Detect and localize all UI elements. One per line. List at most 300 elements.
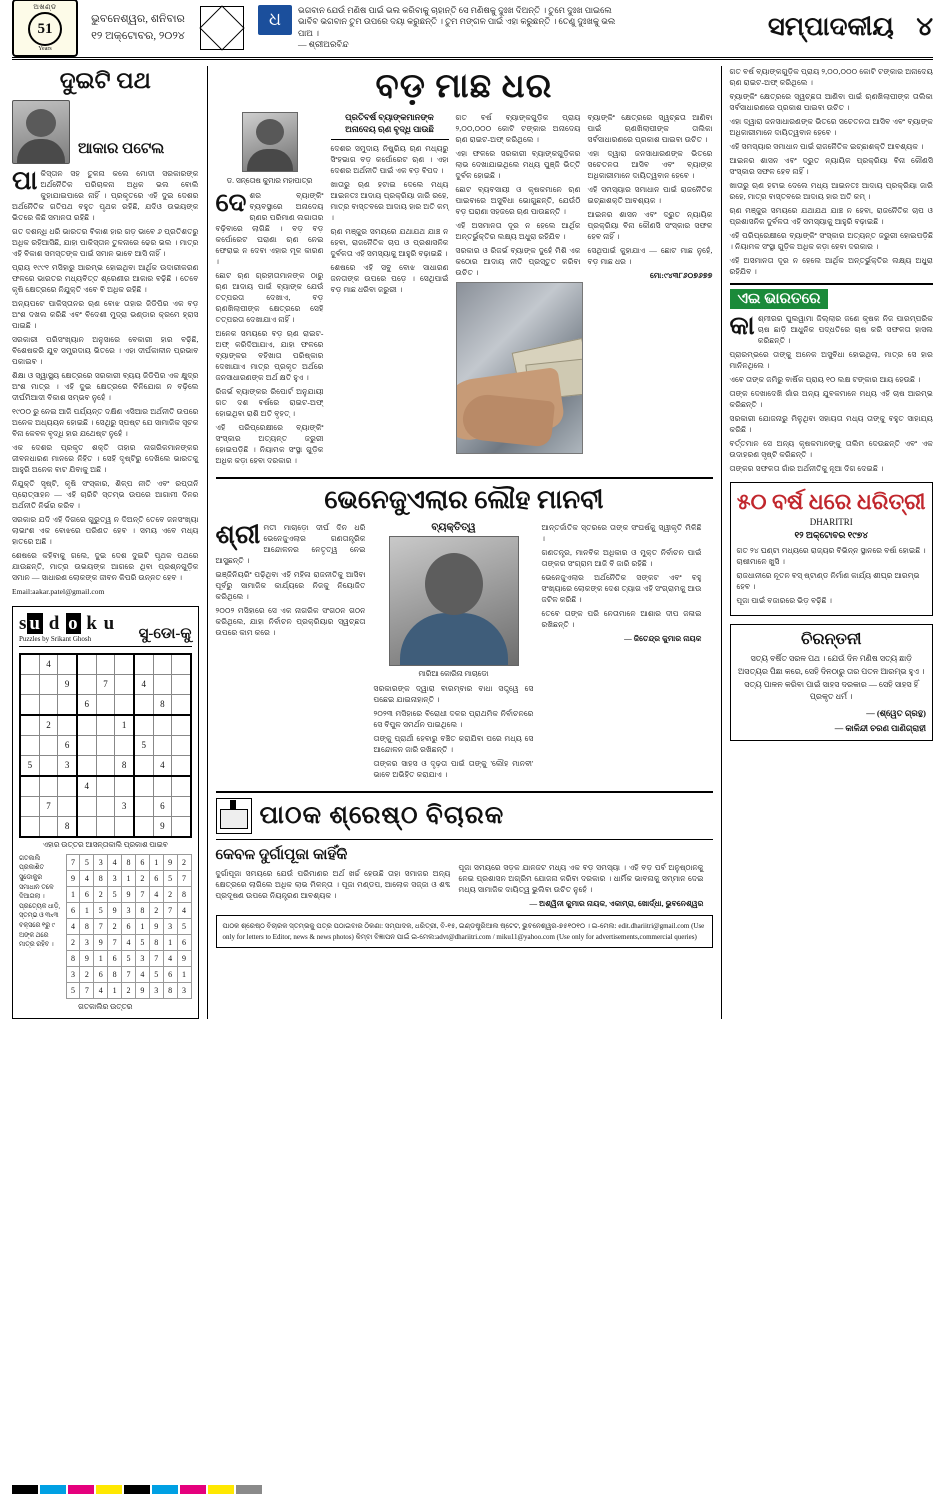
sudoku-solution-cell: 9 — [135, 982, 149, 998]
sudoku-solution-cell: 7 — [66, 854, 80, 870]
pull-quote: ପ୍ରତିବର୍ଷ ବ୍ୟାଙ୍କମାନଙ୍କ ଅନାଦେୟ ଋଣ ବୃଦ୍ଧି ପାଉଛି — [331, 112, 449, 140]
profile-portrait — [389, 536, 519, 666]
sudoku-solution-cell: 3 — [108, 870, 122, 886]
sudoku-cell[interactable] — [58, 715, 77, 736]
left-article-body — [12, 168, 199, 598]
color-swatch — [124, 1485, 150, 1494]
quote-byline: — ଶ୍ରୀଅରବିନ୍ଦ — [298, 38, 349, 49]
sudoku-cell[interactable] — [134, 694, 153, 715]
color-swatch — [152, 1485, 178, 1494]
sudoku-cell[interactable] — [96, 735, 115, 755]
sudoku-solution-cell: 8 — [94, 870, 108, 886]
sudoku-solution-cell: 2 — [80, 966, 94, 982]
sudoku-solution-cell: 5 — [80, 854, 94, 870]
sudoku-cell[interactable] — [172, 735, 191, 755]
sudoku-solution-cell: 3 — [163, 918, 177, 934]
sudoku-odia-title: ସୁ-ଡୋ-କୁ — [138, 625, 192, 642]
sudoku-logo: s u d o k u — [19, 612, 116, 634]
sudoku-solution-cell: 1 — [122, 870, 136, 886]
sudoku-solution-cell: 9 — [66, 870, 80, 886]
paragraph: ସରକାର ଯଦି ଏହି ଦିଗରେ ଗୁରୁତ୍ୱ ନ ଦିଅନ୍ତି ତେବେ ଜନସଂଖ୍ୟା ଲାଭାଂଶ ଏକ ବୋଝରେ ପରିଣତ ହେବ । ସମୟ ଏବେ ମଧ୍ୟ ହାତରେ ଅଛି । — [12, 515, 199, 546]
paragraph: ଅନ୍ୟପଟେ ପାକିସ୍ତାନର ଋଣ ବୋଝ ତାହାର ଜିଡିପିର ଏକ ବଡ଼ ଅଂଶ ଦଖଲ କରିଛି ଏବଂ ବିଦେଶୀ ମୁଦ୍ରା ଭଣ୍ଡାର କ୍ରମେ ହ୍ରାସ ପାଇଛି । — [12, 299, 199, 330]
profile-col1 — [216, 522, 366, 638]
paragraph: ଦେଶର ସମୁଦାୟ ନିଷ୍କ୍ରିୟ ଋଣ ମଧ୍ୟରୁ ସିଂହଭାଗ ବଡ଼ କର୍ପୋରେଟ ଋଣ । ଏହା ଦେଶର ଅର୍ଥନୀତି ପାଇଁ ଏକ ବଡ଼ ବିପଦ । — [330, 144, 449, 176]
edition-place: ଭୁବନେଶ୍ୱର, ଶନିବାର — [91, 13, 185, 25]
sudoku-solution-cell: 4 — [122, 934, 136, 950]
color-swatch — [96, 1485, 122, 1494]
paragraph: ସରକାରୀ ଯୋଜନାରୁ ମିଳୁଥିବା ସହାୟତା ମଧ୍ୟ ତାଙ୍କୁ ବହୁତ ସାହାଯ୍ୟ କରିଛି । — [729, 414, 933, 434]
sudoku-cell[interactable] — [77, 796, 96, 816]
paragraph: ପୂଜା ପାଇଁ ବଜାରରେ ଭିଡ଼ ବଢ଼ିଛି । — [736, 596, 833, 605]
sudoku-cell[interactable]: 9 — [153, 816, 172, 837]
sudoku-solution-cell: 6 — [66, 902, 80, 918]
sudoku-solution-cell: 2 — [108, 918, 122, 934]
print-registration-bar — [12, 1485, 933, 1494]
paragraph: ନିଯୁକ୍ତି ସୃଷ୍ଟି, କୃଷି ସଂସ୍କାର, ଶିଳ୍ପ ନୀତି ଏବଂ ରପ୍ତାନି ପ୍ରୋତ୍ସାହନ — ଏହି ଚାରିଟି ସ୍ତମ୍ଭ ଉପରେ ଆଗାମୀ ଦିନର ଅର୍ଥନୀତି ନିର୍ଭର କରିବ । — [12, 479, 199, 510]
sudoku-solution-cell: 9 — [94, 934, 108, 950]
author-email: Email:aakar.patel@gmail.com — [12, 587, 105, 596]
sudoku-cell[interactable]: 6 — [58, 735, 77, 755]
sudoku-cell[interactable] — [20, 816, 39, 837]
sudoku-cell[interactable] — [77, 755, 96, 776]
sudoku-solution-cell: 9 — [108, 902, 122, 918]
left-author-row — [12, 100, 199, 164]
profile-col2 — [374, 683, 534, 780]
paragraph: ସରକାରଙ୍କ ଦ୍ୱାରା ବାରମ୍ବାର ବାଧା ସତ୍ତ୍ୱେ ସେ ପଛେଇ ଯାଇନାହାନ୍ତି । — [373, 684, 534, 704]
sudoku-solution-cell: 3 — [135, 950, 149, 966]
sudoku-cell[interactable] — [58, 776, 77, 797]
sudoku-solution-cell: 8 — [135, 902, 149, 918]
paragraph: ଆନ୍ତର୍ଜାତିକ ସ୍ତରରେ ତାଙ୍କ ସଂଘର୍ଷକୁ ସ୍ୱୀକୃତି ମିଳିଛି । — [541, 523, 702, 543]
sudoku-solution-cell: 7 — [149, 950, 163, 966]
masthead — [12, 0, 933, 60]
sudoku-cell[interactable] — [134, 816, 153, 837]
sudoku-cell[interactable] — [134, 796, 153, 816]
sudoku-cell[interactable] — [172, 796, 191, 816]
ei-bharatare-body — [730, 313, 933, 474]
sudoku-rules: ଗତକାଲି ପ୍ରକାଶିତ ସୁଡୋକୁର ସମାଧାନ ତଳେ ଦିଆଗଲା । ପ୍ରତ୍ୟେକ ଧାଡ଼ି, ସ୍ତମ୍ଭ ଓ ୩x୩ ବକ୍ସରେ ୧ରୁ ୯ ଅଙ୍କ ଥରେ ମାତ୍ର ରହିବ । — [19, 854, 61, 949]
sudoku-solution-cell: 9 — [163, 854, 177, 870]
sudoku-cell[interactable]: 4 — [134, 674, 153, 694]
sudoku-solution-cell: 4 — [108, 854, 122, 870]
letter-body-2: ପୂଜା ସମୟରେ ସଡ଼କ ଯାନଜଟ ମଧ୍ୟ ଏକ ବଡ଼ ସମସ୍ୟା । ଏହି ବଡ଼ ପର୍ବ ଅନୁଷ୍ଠାନକୁ ନେଇ ପ୍ରଶାସନ ଅଗ୍ରିମ ଯୋଜନା କରିବା ଦରକାର । ଧାର୍ମିକ ଭାବନାକୁ ସମ୍ମାନ ଦେଇ ମଧ୍ୟ ସାମାଜିକ ଦାୟିତ୍ୱ ଭୁଲିବା ଉଚିତ ନୁହେଁ । — [458, 863, 704, 894]
anniversary-ad[interactable] — [730, 482, 933, 616]
sudoku-cell[interactable]: 3 — [115, 796, 134, 816]
sudoku-cell[interactable] — [134, 776, 153, 797]
sudoku-cell[interactable] — [172, 715, 191, 736]
paragraph: ଋଣ ମଞ୍ଜୁର ସମୟରେ ଯଥାଯଥ ଯାଞ୍ଚ ନ ହେବା, ରାଜନୈତିକ ଚାପ ଓ ପ୍ରଶାସନିକ ଦୁର୍ବଳତା ଏହି ସମସ୍ୟାକୁ ଆହୁରି ବଢ଼ାଇଛି । — [729, 206, 933, 226]
sudoku-solution-cell: 7 — [80, 982, 94, 998]
sudoku-cell[interactable] — [39, 694, 58, 715]
sudoku-cell[interactable] — [96, 776, 115, 797]
sudoku-cell[interactable] — [172, 674, 191, 694]
sudoku-cell[interactable] — [39, 776, 58, 797]
sudoku-cell[interactable] — [115, 735, 134, 755]
sudoku-solution-cell: 3 — [122, 902, 136, 918]
logo-top-text: ଅଖଣ୍ଡ — [33, 3, 57, 11]
sudoku-solution-cell: 4 — [66, 918, 80, 934]
paragraph: ଇଞ୍ଜିନିୟରିଂ ପଢ଼ିଥିବା ଏହି ମହିଳା ରାଜନୀତିକୁ ଆସିବା ପୂର୍ବରୁ ସାମାଜିକ କାର୍ଯ୍ୟରେ ନିଜକୁ ନିୟୋଜିତ କରିଥିଲେ । — [215, 570, 366, 601]
sudoku-cell[interactable] — [77, 735, 96, 755]
sudoku-cell[interactable] — [20, 654, 39, 675]
sudoku-cell[interactable]: 7 — [39, 796, 58, 816]
paragraph: ଗତ ବର୍ଷ ବ୍ୟାଙ୍କଗୁଡ଼ିକ ପ୍ରାୟ ୨,୦୦,୦୦୦ କୋଟି ଟଙ୍କାର ଅନାଦେୟ ଋଣ ରାଇଟ-ଅଫ୍ କରିଥିଲେ । — [729, 67, 933, 87]
sudoku-cell[interactable] — [96, 694, 115, 715]
sudoku-cell[interactable] — [20, 674, 39, 694]
center-col4 — [588, 112, 713, 281]
sudoku-solution-cell: 5 — [135, 934, 149, 950]
color-swatch — [12, 1485, 38, 1494]
paragraph: ସେଥିପାଇଁ କୁହାଯାଏ — ଛୋଟ ମାଛ ନୁହେଁ, ବଡ଼ ମାଛ ଧର । — [587, 246, 713, 266]
readers-section-header — [216, 791, 713, 840]
logo-years: Years — [38, 46, 52, 52]
sudoku-cell[interactable] — [58, 694, 77, 715]
edition-date: ୧୨ ଅକ୍ଟୋବର, ୨୦୨୪ — [91, 29, 185, 42]
paragraph: ଏହା ଦ୍ୱାରା ଜନସାଧାରଣଙ୍କ ଭିତରେ ସଚେତନତା ଆସିବ ଏବଂ ବ୍ୟାଙ୍କ ଅଧିକାରୀମାନେ ଦାୟିତ୍ୱବାନ ହେବେ । — [729, 117, 933, 137]
paragraph: ୧୯୦୦ ରୁ ନେଇ ଆଜି ପର୍ଯ୍ୟନ୍ତ ଦକ୍ଷିଣ ଏସିଆର ଅର୍ଥନୀତି ଉପରେ ଅନେକ ଅଧ୍ୟୟନ ହୋଇଛି । ସେଥିରୁ ସ୍ପଷ୍ଟ ଯେ ସାମାଜିକ ସୂଚକ ବିନା କେବଳ ବୃଦ୍ଧି ହାର ଯଥେଷ୍ଟ ନୁହେଁ । — [12, 407, 199, 438]
sudoku-solution-cell: 4 — [177, 902, 191, 918]
paragraph: ସରକାର ଓ ରିଜର୍ଭ ବ୍ୟାଙ୍କ ଦୁହେଁ ମିଶି ଏକ କଠୋର ଆଦାୟ ନୀତି ପ୍ରସ୍ତୁତ କରିବା ଉଚିତ । — [455, 246, 581, 277]
paragraph: ଅନେକ ସମୟରେ ବଡ଼ ଋଣ ରାଇଟ-ଅଫ୍ କରିଦିଆଯାଏ, ଯାହା ଫଳରେ ବ୍ୟାଙ୍କର ବହିଖାତା ପରିଷ୍କାର ଦେଖାଯାଏ ମାତ୍ର ପ୍ରକୃତ ଅର୍ଥରେ ଜନସାଧାରଣଙ୍କ ଅର୍ଥ କ୍ଷତି ହୁଏ । — [215, 329, 324, 382]
sudoku-cell[interactable] — [115, 776, 134, 797]
sudoku-cell[interactable] — [134, 654, 153, 675]
sudoku-solution-cell: 9 — [122, 886, 136, 902]
sudoku-cell[interactable] — [77, 715, 96, 736]
sudoku-solution-cell: 4 — [163, 950, 177, 966]
sudoku-cell[interactable] — [153, 654, 172, 675]
quote-block — [258, 5, 754, 51]
sudoku-solution-cell: 8 — [108, 966, 122, 982]
center-col1 — [216, 190, 324, 466]
letter-signature: — ଅଶ୍ୱିନୀ କୁମାର ନାୟକ, ଏକାମ୍ରା, ଖୋର୍ଦ୍ଧା, ଭୁବନେଶ୍ୱର — [529, 899, 704, 908]
sudoku-solution-cell: 2 — [66, 934, 80, 950]
sudoku-cell[interactable]: 2 — [39, 715, 58, 736]
readers-section-title: ପାଠକ ଶ୍ରେଷ୍ଠ ବିଚାରକ — [259, 802, 505, 829]
columnist-name: ଡ. ସନ୍ତୋଷ କୁମାର ମହାପାତ୍ର — [226, 176, 313, 185]
sudoku-cell[interactable] — [172, 816, 191, 837]
sudoku-note: ଏହାର ଉତ୍ତର ଆସନ୍ତାକାଲି ପ୍ରକାଶ ପାଇବ — [42, 839, 168, 849]
paragraph: ଏହି ପରିପ୍ରେକ୍ଷୀରେ ବ୍ୟାଙ୍କିଂ ସଂସ୍କାର ଅତ୍ୟନ୍ତ ଜରୁରୀ ହୋଇପଡ଼ିଛି । ନିୟାମକ ସଂସ୍ଥା ଗୁଡ଼ିକ ଅଧିକ କଡ଼ା ହେବା ଦରକାର । — [729, 231, 933, 251]
page-title — [754, 12, 933, 43]
sudoku-cell[interactable] — [96, 654, 115, 675]
paragraph: ୨୦୦୨ ମସିହାରେ ସେ ଏକ ନାଗରିକ ସଂଗଠନ ଗଠନ କରିଥିଲେ, ଯାହା ନିର୍ବାଚନ ପ୍ରକ୍ରିୟାର ସ୍ୱଚ୍ଛତା ଉପରେ କାମ କରେ । — [215, 606, 366, 637]
sudoku-cell[interactable]: 7 — [96, 674, 115, 694]
sudoku-solution-cell: 4 — [94, 982, 108, 998]
sudoku-solution-cell: 2 — [149, 902, 163, 918]
sudoku-solution-cell: 6 — [177, 934, 191, 950]
center-headline: ବଡ଼ ମାଛ ଧର — [375, 68, 553, 105]
sudoku-cell[interactable] — [20, 694, 39, 715]
sudoku-cell[interactable] — [77, 654, 96, 675]
profile-headline: ଭେନେଜୁଏଲାର ଲୌହ ମାନବୀ — [216, 477, 713, 516]
sudoku-solution-cell: 8 — [149, 934, 163, 950]
paragraph: ଗତ ଦଶନ୍ଧି ଧରି ଭାରତର ବିକାଶ ହାର ଗଡ଼ ଭାବେ ୬ ପ୍ରତିଶତରୁ ଅଧିକ ରହିଆସିଛି, ଯାହା ପାକିସ୍ତାନ ତୁଳନାରେ ଢେର ଭଲ । ମାତ୍ର ଏହି ବିକାଶ ସମସ୍ତଙ୍କ ପାଇଁ ସମାନ ଭାବେ ଆସି ନାହିଁ । — [12, 227, 199, 258]
paragraph: ପ୍ରାରମ୍ଭରେ ତାଙ୍କୁ ଅନେକ ଅସୁବିଧା ହୋଇଥିଲା, ମାତ୍ର ସେ ହାର ମାନିନଥିଲେ । — [729, 350, 933, 370]
sudoku-solution-cell: 6 — [163, 966, 177, 982]
paragraph: ଦେଶର ବ୍ୟାଙ୍କିଂ ବ୍ୟବସ୍ଥାରେ ଅନାଦେୟ ଋଣର ପରିମାଣ ଲଗାତାର ବଢ଼ିବାରେ ଲାଗିଛି । ବଡ଼ ବଡ଼ କର୍ପୋରେଟ ଘରାଣା ଋଣ ନେଇ ଫେରାଇ ନ ଦେବା ଏହାର ମୂଳ କାରଣ । — [215, 188, 324, 266]
sudoku-cell[interactable]: 9 — [58, 674, 77, 694]
sudoku-cell[interactable] — [115, 816, 134, 837]
sudoku-solution-cell: 4 — [80, 870, 94, 886]
sudoku-solution-cell: 5 — [163, 870, 177, 886]
sudoku-solution-cell: 3 — [94, 854, 108, 870]
ad-body — [737, 545, 926, 606]
paragraph: ପ୍ରାୟ ୧୯୯୧ ମସିହାରୁ ଆରମ୍ଭ ହୋଇଥିବା ଆର୍ଥିକ ଉଦାରୀକରଣ ଫଳରେ ଭାରତର ମଧ୍ୟବିତ୍ତ ଶ୍ରେଣୀର ଆକାର ବଢ଼ିଛି । ତେବେ କୃଷି କ୍ଷେତ୍ରରେ ନିଯୁକ୍ତି ଏବେ ବି ଅଧିକ ରହିଛି । — [12, 263, 199, 294]
columnist-photo — [242, 112, 298, 172]
sudoku-solution-cell: 5 — [177, 918, 191, 934]
paragraph: ସରକାରୀ ପରିସଂଖ୍ୟାନ ଅନୁସାରେ ବେକାରୀ ହାର ବଢ଼ିଛି, ବିଶେଷକରି ଯୁବ ସମ୍ପ୍ରଦାୟ ଭିତରେ । ଏହା ଦୀର୍ଘକାଳୀନ ପ୍ରଭାବ ପକାଇବ । — [12, 335, 199, 366]
author-name: ଆକାର ପଟେଲ — [78, 141, 165, 157]
ad-title: ୫୦ ବର୍ଷ ଧରେ ଧରିତ୍ରୀ — [736, 489, 926, 514]
sudoku-cell[interactable] — [58, 654, 77, 675]
sudoku-solution-cell: 9 — [149, 918, 163, 934]
sudoku-cell[interactable] — [153, 776, 172, 797]
paragraph: ତାଙ୍କ ଦେଖାଦେଖି ଗାଁର ଅନ୍ୟ ଯୁବକମାନେ ମଧ୍ୟ ଏହି ଚାଷ ଆରମ୍ଭ କରିଛନ୍ତି । — [729, 389, 933, 409]
star-emblem-icon — [200, 6, 244, 50]
sudoku-cell[interactable] — [20, 715, 39, 736]
center-col3 — [456, 112, 581, 278]
chirantani-author: — କାଳିନ୍ଦୀ ଚରଣ ପାଣିଗ୍ରାହୀ — [834, 723, 926, 734]
contact-line: ମୋ:୯୪୩୮୬୦୭୬୭୭ — [650, 271, 713, 280]
paragraph: ଭେନେଜୁଏଲାର ଅର୍ଥନୈତିକ ସଙ୍କଟ ଏବଂ ବହୁ ସଂଖ୍ୟାରେ ଲୋକଙ୍କ ଦେଶ ତ୍ୟାଗ ଏହି ସଂଗ୍ରାମକୁ ଆଉ ଜଟିଳ କରିଛି । — [541, 573, 702, 604]
sudoku-cell[interactable] — [96, 715, 115, 736]
sudoku-cell[interactable]: 8 — [58, 816, 77, 837]
sudoku-solution-cell: 1 — [94, 950, 108, 966]
sudoku-solution-cell: 8 — [66, 950, 80, 966]
section-name: ସମ୍ପାଦକୀୟ — [767, 12, 894, 41]
paragraph: ପାକିସ୍ତାନ ସହ ତୁଳନା କଲେ ମୋଦୀ ସରକାରଙ୍କ ଅର୍ଥନୈତିକ ପରିଚାଳନା ଅଧିକ ଭଲ ବୋଲି କୁହାଯାଇପାରେ ନାହିଁ । ପ୍ରକୃତରେ ଏହି ଦୁଇ ଦେଶର ଅର୍ଥନୈତିକ ଗତିପଥ ବହୁତ ପୃଥକ ରହିଛି, ଯଦିଓ ଉଭୟଙ୍କ ଭିତରେ କିଛି ସମାନତା ରହିଛି । — [12, 166, 199, 222]
sudoku-solution-cell: 2 — [163, 886, 177, 902]
hand-shape-left — [460, 392, 554, 447]
sudoku-cell[interactable]: 8 — [153, 694, 172, 715]
right-continuation — [730, 66, 933, 277]
sudoku-solution-cell: 6 — [149, 870, 163, 886]
sudoku-cell[interactable] — [20, 776, 39, 797]
paragraph: ବର୍ତ୍ତମାନ ସେ ଅନ୍ୟ କୃଷକମାନଙ୍କୁ ତାଲିମ ଦେଉଛନ୍ତି ଏବଂ ଏକ ଉଦାହରଣ ସୃଷ୍ଟି କରିଛନ୍ତି । — [729, 439, 933, 459]
paragraph: ଆଇନର ଶାସନ ଏବଂ ଦ୍ରୁତ ନ୍ୟାୟିକ ପ୍ରକ୍ରିୟା ବିନା କୌଣସି ସଂସ୍କାର ସଫଳ ହେବ ନାହିଁ । — [729, 156, 933, 176]
page-columns — [12, 66, 933, 1019]
paragraph: କାଶ୍ମୀରର ପୁଲୱାମା ଜିଲ୍ଲାର ଜଣେ କୃଷକ ନିଜ ପାରମ୍ପରିକ ଚାଷ ଛାଡ଼ି ଆଧୁନିକ ପଦ୍ଧତିରେ ଚାଷ କରି ସଫଳତା ହାସଲ କରିଛନ୍ତି । — [729, 311, 933, 345]
sudoku-solution-cell: 7 — [135, 886, 149, 902]
sudoku-solution-cell: 1 — [80, 902, 94, 918]
quote-text: ଭଗବାନ ଯେଉଁ ମଣିଷ ପାଇଁ ଭଲ କରିବାକୁ ଚାହାନ୍ତି ସେ ମଣିଷକୁ ଦୁଃଖ ଦିଅନ୍ତି । ତୁମେ ଦୁଃଖ ପାଇଲେ ଭାବିବ ଭଗବାନ ତୁମ ଉପରେ ଦୟା କରୁଛନ୍ତି । ତୁମ ମଙ୍ଗଳ ପାଇଁ ଏହା କରୁଛନ୍ତି । ତେଣୁ ଦୁଃଖକୁ ଭଲ ପାଅ । — [298, 4, 616, 38]
sudoku-solution-cell: 5 — [122, 950, 136, 966]
sudoku-grid[interactable] — [19, 653, 192, 838]
paragraph: ଆଇନର ଶାସନ ଏବଂ ଦ୍ରୁତ ନ୍ୟାୟିକ ପ୍ରକ୍ରିୟା ବିନା କୌଣସି ସଂସ୍କାର ସଫଳ ହେବ ନାହିଁ । — [587, 210, 713, 241]
color-swatch — [180, 1485, 206, 1494]
sudoku-solution-cell: 1 — [135, 918, 149, 934]
sudoku-cell[interactable] — [172, 776, 191, 797]
paragraph: ଏହା ଦ୍ୱାରା ଜନସାଧାରଣଙ୍କ ଭିତରେ ସଚେତନତା ଆସିବ ଏବଂ ବ୍ୟାଙ୍କ ଅଧିକାରୀମାନେ ଦାୟିତ୍ୱବାନ ହେବେ । — [587, 149, 713, 180]
sudoku-solution-cell: 1 — [163, 934, 177, 950]
sudoku-cell[interactable]: 4 — [153, 755, 172, 776]
sudoku-cell[interactable]: 4 — [39, 654, 58, 675]
paragraph: ଛୋଟ ଋଣ ଗ୍ରହୀତାମାନଙ୍କ ଠାରୁ ଋଣ ଆଦାୟ ପାଇଁ ବ୍ୟାଙ୍କ ଯେଉଁ ତତ୍ପରତା ଦେଖାଏ, ବଡ଼ ଋଣଖିଲାପୀଙ୍କ କ୍ଷେତ୍ରରେ ସେହି ତତ୍ପରତା ଦେଖାଯାଏ ନାହିଁ । — [215, 271, 324, 324]
sudoku-solution-cell: 6 — [108, 950, 122, 966]
sudoku-solution-cell: 6 — [135, 854, 149, 870]
paragraph: ଏକ ଦେଶର ପ୍ରକୃତ ଶକ୍ତି ତାହାର ନାଗରିକମାନଙ୍କର ଜୀବନଧାରଣ ମାନରେ ନିହିତ । ସେହି ଦୃଷ୍ଟିରୁ ଦେଖିଲେ ଭାରତକୁ ଆହୁରି ଅନେକ ବାଟ ଯିବାକୁ ଅଛି । — [12, 443, 199, 474]
sudoku-solution-cell: 1 — [108, 982, 122, 998]
paragraph: ତାଙ୍କର ସାହସ ଓ ଦୃଢ଼ତା ପାଇଁ ତାଙ୍କୁ 'ଲୌହ ମାନବୀ' ଭାବେ ଅଭିହିତ କରାଯାଏ । — [373, 759, 534, 779]
sudoku-solution-cell: 3 — [177, 982, 191, 998]
sudoku-cell[interactable] — [39, 816, 58, 837]
left-headline: ଦୁଇଟି ପଥ — [59, 68, 151, 93]
color-swatch — [40, 1485, 66, 1494]
paragraph: ବ୍ୟାଙ୍କିଂ କ୍ଷେତ୍ରରେ ସ୍ୱଚ୍ଛତା ଆଣିବା ପାଇଁ ଋଣଖିଲାପୀଙ୍କ ତାଲିକା ସର୍ବସାଧାରଣରେ ପ୍ରକାଶ ପାଇବା ଉଚିତ । — [587, 113, 713, 144]
ei-bharatare-badge: ଏଇ ଭାରତରେ — [730, 289, 829, 309]
sudoku-cell[interactable] — [39, 674, 58, 694]
sudoku-solution-cell: 3 — [80, 934, 94, 950]
sudoku-cell[interactable] — [115, 674, 134, 694]
sudoku-cell[interactable]: 6 — [77, 694, 96, 715]
sudoku-credit: Puzzles by Srikant Ghosh — [19, 634, 92, 643]
sudoku-solution-cell: 3 — [66, 966, 80, 982]
sudoku-cell[interactable] — [172, 654, 191, 675]
sudoku-cell[interactable] — [134, 755, 153, 776]
sudoku-cell[interactable]: 6 — [153, 796, 172, 816]
sudoku-cell[interactable] — [58, 796, 77, 816]
paragraph: ଶେଷରେ କହିବାକୁ ଗଲେ, ଦୁଇ ଦେଶ ଦୁଇଟି ପୃଥକ ପଥରେ ଯାଉଛନ୍ତି, ମାତ୍ର ଉଭୟଙ୍କ ଆଗରେ ଥିବା ପ୍ରଶ୍ନଗୁଡ଼ିକ ସମାନ — ସାଧାରଣ ଲୋକଙ୍କ ଜୀବନ କିପରି ଉନ୍ନତ ହେବ । — [12, 551, 199, 582]
paragraph: ଶିକ୍ଷା ଓ ସ୍ୱାସ୍ଥ୍ୟ କ୍ଷେତ୍ରରେ ସରକାରୀ ବ୍ୟୟ ଜିଡିପିର ଏକ କ୍ଷୁଦ୍ର ଅଂଶ ମାତ୍ର । ଏହି ଦୁଇ କ୍ଷେତ୍ରରେ ବିନିଯୋଗ ନ ବଢ଼ିଲେ ଦୀର୍ଘମିଆଦୀ ବିକାଶ ସମ୍ଭବ ନୁହେଁ । — [12, 371, 199, 402]
sudoku-cell[interactable]: 4 — [77, 776, 96, 797]
paragraph: ଏହି ଅସମାନତା ଦୂର ନ ହେଲେ ଆର୍ଥିକ ଅନ୍ତର୍ଭୁକ୍ତିର ଲକ୍ଷ୍ୟ ଅଧୁରା ରହିଯିବ । — [455, 221, 581, 241]
paragraph: ରାଜଧାନୀରେ ନୂତନ ବସ୍ ଷ୍ଟାଣ୍ଡ ନିର୍ମାଣ କାର୍ଯ୍ୟ ଶୀଘ୍ର ଆରମ୍ଭ ହେବ । — [736, 571, 920, 591]
sudoku-solution-cell: 7 — [108, 934, 122, 950]
sudoku-solution-cell: 4 — [135, 966, 149, 982]
divider — [730, 283, 933, 285]
paragraph: ଏବେ ତାଙ୍କ ଜମିରୁ ବାର୍ଷିକ ପ୍ରାୟ ୧୦ ଲକ୍ଷ ଟଙ୍କାର ଆୟ ହେଉଛି । — [729, 375, 921, 384]
color-swatch — [208, 1485, 234, 1494]
sudoku-solution-cell: 1 — [66, 886, 80, 902]
sudoku-solution-cell: 5 — [149, 966, 163, 982]
profile-caption: ମାରିଆ କୋରିନା ମାଚାଡୋ — [418, 669, 489, 678]
edition-info — [84, 11, 192, 44]
paragraph: ୨୦୨୩ ମସିହାରେ ବିରୋଧୀ ଦଳର ପ୍ରାଥମିକ ନିର୍ବାଚନରେ ସେ ବିପୁଳ ସମର୍ଥନ ପାଇଥିଲେ । — [373, 709, 534, 729]
sudoku-widget — [12, 606, 199, 1019]
paragraph: ଗତ ବର୍ଷ ବ୍ୟାଙ୍କଗୁଡ଼ିକ ପ୍ରାୟ ୨,୦୦,୦୦୦ କୋଟି ଟଙ୍କାର ଅନାଦେୟ ଋଣ ରାଇଟ-ଅଫ୍ କରିଥିଲେ । — [455, 113, 581, 144]
author-photo — [12, 100, 70, 164]
profile-badge: ବ୍ୟକ୍ତିତ୍ୱ — [431, 522, 476, 533]
sudoku-solution-cell: 1 — [177, 966, 191, 982]
sudoku-solution-cell: 2 — [94, 886, 108, 902]
sudoku-cell[interactable] — [96, 796, 115, 816]
sudoku-cell[interactable] — [134, 715, 153, 736]
paragraph: ଏହି ପରିପ୍ରେକ୍ଷୀରେ ବ୍ୟାଙ୍କିଂ ସଂସ୍କାର ଅତ୍ୟନ୍ତ ଜରୁରୀ ହୋଇପଡ଼ିଛି । ନିୟାମକ ସଂସ୍ଥା ଗୁଡ଼ିକ ଅଧିକ କଡ଼ା ହେବା ଦରକାର । — [215, 423, 324, 465]
paragraph: ବ୍ୟାଙ୍କିଂ କ୍ଷେତ୍ରରେ ସ୍ୱଚ୍ଛତା ଆଣିବା ପାଇଁ ଋଣଖିଲାପୀଙ୍କ ତାଲିକା ସର୍ବସାଧାରଣରେ ପ୍ରକାଶ ପାଇବା ଉଚିତ । — [729, 92, 933, 112]
sudoku-solution-block — [19, 854, 192, 999]
ad-subtitle: DHARITRI — [809, 517, 853, 527]
paragraph: ତାଙ୍କୁ ପ୍ରାର୍ଥୀ ହେବାରୁ ବଞ୍ଚିତ କରାଯିବା ପରେ ମଧ୍ୟ ସେ ଆନ୍ଦୋଳନ ଜାରି ରଖିଛନ୍ତି । — [373, 734, 534, 754]
chirantani-source: — (ଶ୍ୱେତ ଗ୍ରନ୍ଥ) — [866, 708, 926, 719]
sudoku-cell[interactable] — [153, 735, 172, 755]
sudoku-solution-cell: 5 — [94, 902, 108, 918]
sudoku-cell[interactable]: 5 — [20, 755, 39, 776]
sudoku-cell[interactable] — [153, 715, 172, 736]
paragraph: ଖାତାରୁ ଋଣ ହଟାଇ ଦେଲେ ମଧ୍ୟ ଆଇନତଃ ଆଦାୟ ପ୍ରକ୍ରିୟା ଜାରି ରହେ, ମାତ୍ର ବାସ୍ତବରେ ଆଦାୟ ହାର ଅତି କମ୍ । — [729, 181, 933, 201]
sudoku-solution-cell: 3 — [149, 982, 163, 998]
paragraph: ଶ୍ରୀମତୀ ମାଚାଡ଼ୋ ଦୀର୍ଘ ଦିନ ଧରି ଭେନେଜୁଏଲାର ଗଣତାନ୍ତ୍ରିକ ଆନ୍ଦୋଳନର ନେତୃତ୍ୱ ନେଇ ଆସୁଛନ୍ତି । — [215, 520, 366, 565]
paragraph: ଏହି ଅସମାନତା ଦୂର ନ ହେଲେ ଆର୍ଥିକ ଅନ୍ତର୍ଭୁକ୍ତିର ଲକ୍ଷ୍ୟ ଅଧୁରା ରହିଯିବ । — [729, 256, 933, 276]
chirantani-box — [730, 624, 933, 741]
sudoku-solution-cell: 7 — [94, 918, 108, 934]
sudoku-solution-cell: 8 — [80, 918, 94, 934]
ad-date: ୧୨ ଅକ୍ଟୋବର ୧୯୭୪ — [794, 530, 869, 540]
letter-title: କେବଳ ଦୁର୍ଗାପୂଜା କାହିଁକି — [215, 847, 348, 863]
sudoku-cell[interactable]: 8 — [115, 755, 134, 776]
sudoku-solution-cell: 7 — [177, 870, 191, 886]
sudoku-solution-cell: 9 — [80, 950, 94, 966]
profile-col3 — [542, 522, 702, 644]
paragraph: ଶେଷରେ ଏହି ସବୁ ବୋଝ ସାଧାରଣ ଜନତାଙ୍କ ଉପରେ ପଡ଼େ । ସେଥିପାଇଁ ବଡ଼ ମାଛ ଧରିବା ଜରୁରୀ । — [330, 263, 449, 295]
sudoku-cell[interactable]: 3 — [58, 755, 77, 776]
sudoku-cell[interactable]: 5 — [134, 735, 153, 755]
sudoku-solution-cell: 8 — [177, 886, 191, 902]
sudoku-cell[interactable] — [39, 735, 58, 755]
sudoku-solution-cell: 6 — [122, 918, 136, 934]
sudoku-cell[interactable] — [115, 654, 134, 675]
readers-footer-note: ପାଠକ ଶ୍ରେଷ୍ଠ ବିଚାରକ ସ୍ତମ୍ଭକୁ ପତ୍ର ପଠାଇବାର ଠିକଣା: ସମ୍ପାଦକ, ଧରିତ୍ରୀ, ବି-୧୫, ଇଣ୍ଡଷ୍ଟ୍ରିଆଲ ଷ୍ଟେଟ, ଭୁବନେଶ୍ୱର-୭୫୧୦୧୦ । ଇ-ମେଲ: edit.dhariitri@gmail.com (Use only for letters to Editor, news & news photos) କିମ୍ବା ବିଜ୍ଞାପନ ପାଇଁ ଇ-ମେଲ:advt@dhariitri.com / miku11@yahoo.com (Use only for advertisements,commercial queries) — [216, 915, 713, 948]
sudoku-solution-cell: 2 — [122, 982, 136, 998]
sudoku-header — [19, 613, 192, 647]
sudoku-solution-cell: 6 — [94, 966, 108, 982]
money-exchange-photo — [456, 282, 583, 454]
paragraph: ଗତ ୨୪ ଘଣ୍ଟା ମଧ୍ୟରେ ରାଜ୍ୟର ବିଭିନ୍ନ ସ୍ଥାନରେ ବର୍ଷା ହୋଇଛି । ଚାଷୀମାନେ ଖୁସି । — [736, 546, 926, 566]
dharitri-logo-icon: ଧ — [258, 5, 292, 35]
color-swatch — [68, 1485, 94, 1494]
sudoku-cell[interactable]: 1 — [115, 715, 134, 736]
sudoku-solution-cell: 5 — [66, 982, 80, 998]
paragraph: ଖାତାରୁ ଋଣ ହଟାଇ ଦେଲେ ମଧ୍ୟ ଆଇନତଃ ଆଦାୟ ପ୍ରକ୍ରିୟା ଜାରି ରହେ, ମାତ୍ର ବାସ୍ତବରେ ଆଦାୟ ହାର ଅତି କମ୍ । — [330, 180, 449, 223]
sudoku-solution-cell: 2 — [135, 870, 149, 886]
paragraph: ଏହି ସମସ୍ୟାର ସମାଧାନ ପାଇଁ ରାଜନୈତିକ ଇଚ୍ଛାଶକ୍ତି ଆବଶ୍ୟକ । — [729, 142, 924, 151]
paragraph: ଏହି ସମସ୍ୟାର ସମାଧାନ ପାଇଁ ରାଜନୈତିକ ଇଚ୍ଛାଶକ୍ତି ଆବଶ୍ୟକ । — [587, 185, 713, 205]
paragraph: ଛୋଟ ବ୍ୟବସାୟୀ ଓ କୃଷକମାନେ ଋଣ ପାଇବାରେ ଅସୁବିଧା ଭୋଗୁଛନ୍ତି, ଯେଉଁଠି ବଡ଼ ଘରାଣା ସହଜରେ ଋଣ ପାଉଛନ୍ତି । — [455, 185, 581, 216]
sudoku-cell[interactable] — [172, 694, 191, 715]
sudoku-solution-cell: 9 — [177, 950, 191, 966]
star-emblem-label — [220, 27, 224, 29]
sudoku-cell[interactable] — [20, 796, 39, 816]
sudoku-cell[interactable] — [153, 674, 172, 694]
paragraph: ଏହା ଫଳରେ ସରକାରୀ ବ୍ୟାଙ୍କଗୁଡ଼ିକର ଲାଭ ଦେଖାଯାଇଥିଲେ ମଧ୍ୟ ପୁଞ୍ଜି ଭିତ୍ତି ଦୁର୍ବଳ ହୋଇଛି । — [455, 149, 581, 180]
sudoku-cell[interactable] — [39, 755, 58, 776]
sudoku-cell[interactable] — [77, 674, 96, 694]
sudoku-cell[interactable] — [96, 816, 115, 837]
profile-signoff: — ଜିତେନ୍ଦ୍ର କୁମାର ନାୟକ — [624, 634, 702, 643]
sudoku-cell[interactable] — [20, 735, 39, 755]
sudoku-cell[interactable] — [115, 694, 134, 715]
sudoku-cell[interactable] — [172, 755, 191, 776]
left-column — [12, 66, 208, 1019]
logo-number: 51 — [28, 12, 62, 46]
sudoku-cell[interactable] — [77, 816, 96, 837]
paragraph: ଗଣତନ୍ତ୍ର, ମାନବିକ ଅଧିକାର ଓ ମୁକ୍ତ ନିର୍ବାଚନ ପାଇଁ ତାଙ୍କର ସଂଗ୍ରାମ ଆଜି ବି ଜାରି ରହିଛି । — [541, 548, 702, 568]
sudoku-cell[interactable] — [96, 755, 115, 776]
letter-body: ଦୁର୍ଗାପୂଜା ସମୟରେ ଯେଉଁ ପରିମାଣର ଅର୍ଥ ଖର୍ଚ୍ଚ ହେଉଛି ତାହା ସମାଜର ଅନ୍ୟ କ୍ଷେତ୍ରରେ ଲାଗିଲେ ଅଧିକ ଲାଭ ମିଳନ୍ତା । ପୂଜା ମଣ୍ଡପ, ଆଲୋକ ସଜ୍ଜା ଓ ଶବ୍ଦ ପ୍ରଦୂଷଣ ଉପରେ ନିୟନ୍ତ୍ରଣ ଆବଶ୍ୟକ । — [215, 869, 451, 900]
chirantani-title: ଚିରନ୍ତନୀ — [801, 631, 862, 648]
sudoku-solution-grid — [66, 854, 192, 999]
paragraph: ଋଣ ମଞ୍ଜୁର ସମୟରେ ଯଥାଯଥ ଯାଞ୍ଚ ନ ହେବା, ରାଜନୈତିକ ଚାପ ଓ ପ୍ରଶାସନିକ ଦୁର୍ବଳତା ଏହି ସମସ୍ୟାକୁ ଆହୁରି ବଢ଼ାଇଛି । — [330, 227, 449, 259]
paragraph: ତେବେ ତାଙ୍କ ପରି ନେତାମାନେ ଆଶାର ଦୀପ ଜଳାଇ ରଖିଛନ୍ତି । — [541, 609, 702, 629]
sudoku-solution-cell: 5 — [108, 886, 122, 902]
sudoku-solution-cell: 6 — [80, 886, 94, 902]
paragraph: ରିଜର୍ଭ ବ୍ୟାଙ୍କର ରିପୋର୍ଟ ଅନୁଯାୟୀ ଗତ ଦଶ ବର୍ଷରେ ରାଇଟ-ଅଫ୍ ହୋଇଥିବା ରାଶି ଅତି ବୃହତ୍ । — [215, 387, 324, 418]
right-column — [721, 66, 933, 1019]
sudoku-solution-cell: 8 — [163, 982, 177, 998]
sudoku-solution-cell: 7 — [122, 966, 136, 982]
color-swatch — [236, 1485, 262, 1494]
sudoku-solution-caption: ଗତକାଲିର ଉତ୍ତର — [78, 1001, 133, 1011]
anniversary-logo — [12, 0, 78, 57]
